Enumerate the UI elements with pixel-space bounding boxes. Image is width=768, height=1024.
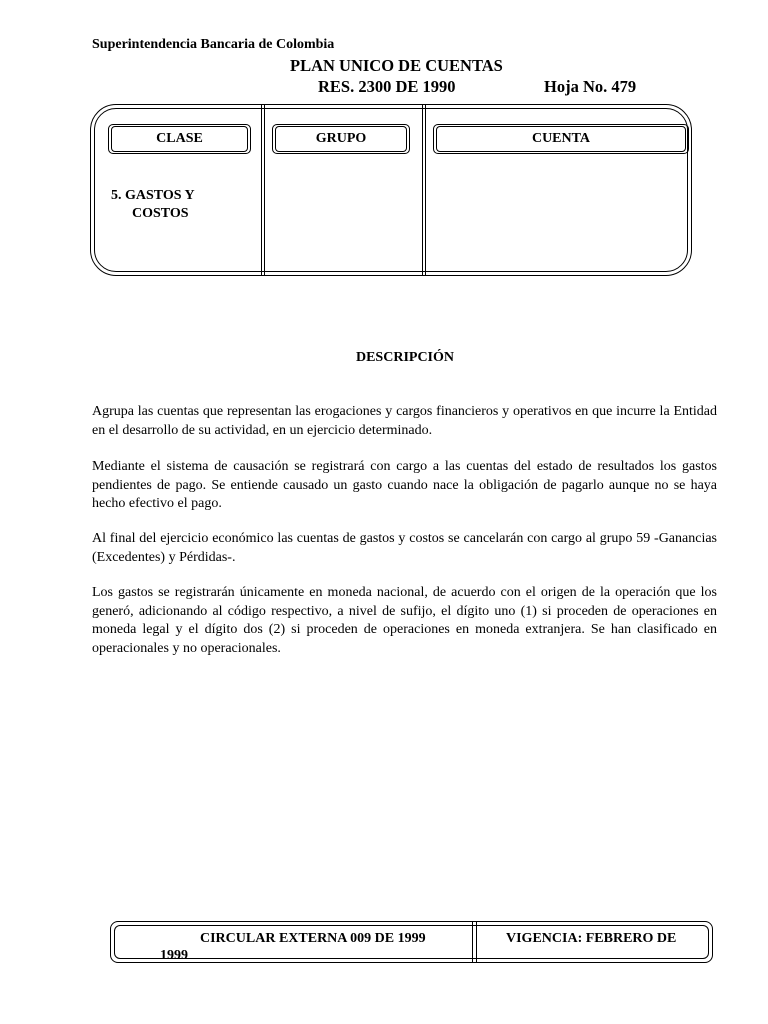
circular-reference: CIRCULAR EXTERNA 009 DE 1999	[200, 931, 426, 946]
cuenta-header	[433, 124, 689, 154]
grupo-header-label: GRUPO	[315, 131, 367, 146]
clase-header-label: CLASE	[156, 131, 203, 146]
organization-name: Superintendencia Bancaria de Colombia	[92, 37, 335, 52]
sheet-number: Hoja No. 479	[544, 77, 637, 96]
clase-value-line1: 5. GASTOS Y	[111, 188, 195, 203]
description-title: DESCRIPCIÓN	[355, 350, 454, 365]
description-paragraph: Los gastos se registrarán únicamente en moneda nacional, de acuerdo con el origen de la operación que los generó, adicionando al código respectivo, a nivel de sufijo, el dígito uno (1) si proceden de operaciones en moneda legal y el dígito dos (2) si proceden de operaciones en moneda extranjera. Se han clasificado en operacionales y no operacionales.	[92, 585, 717, 656]
clase-value	[111, 187, 195, 223]
document-title: PLAN UNICO DE CUENTAS	[290, 56, 503, 75]
footer-divider	[472, 922, 473, 962]
column-divider	[264, 105, 265, 275]
grupo-header	[272, 124, 410, 154]
footer-divider	[476, 922, 477, 962]
column-divider	[422, 105, 423, 275]
cuenta-header-label: CUENTA	[531, 131, 591, 146]
vigencia-label: VIGENCIA: FEBRERO DE	[506, 931, 677, 946]
description-paragraph: Mediante el sistema de causación se registrará con cargo a las cuentas del estado de resultados los gastos pendientes de pago. Se entiende causado un gasto cuando nace la obligación de pagarlo aunque no se haya hecho efectivo el pago.	[92, 459, 717, 511]
clase-header	[108, 124, 251, 154]
column-divider	[425, 105, 426, 275]
vigencia-year: 1999	[160, 948, 188, 963]
description-paragraph: Al final del ejercicio económico las cuentas de gastos y costos se cancelarán con cargo al grupo 59 -Ganancias (Excedentes) y Pérdidas-.	[92, 531, 717, 565]
description-paragraph: Agrupa las cuentas que representan las erogaciones y cargos financieros y operativos en que incurre la Entidad en el desarrollo de su actividad, en un ejercicio determinado.	[92, 404, 717, 438]
resolution-number: RES. 2300 DE 1990	[318, 77, 456, 96]
column-divider	[261, 105, 262, 275]
clase-value-line2: COSTOS	[132, 206, 189, 221]
